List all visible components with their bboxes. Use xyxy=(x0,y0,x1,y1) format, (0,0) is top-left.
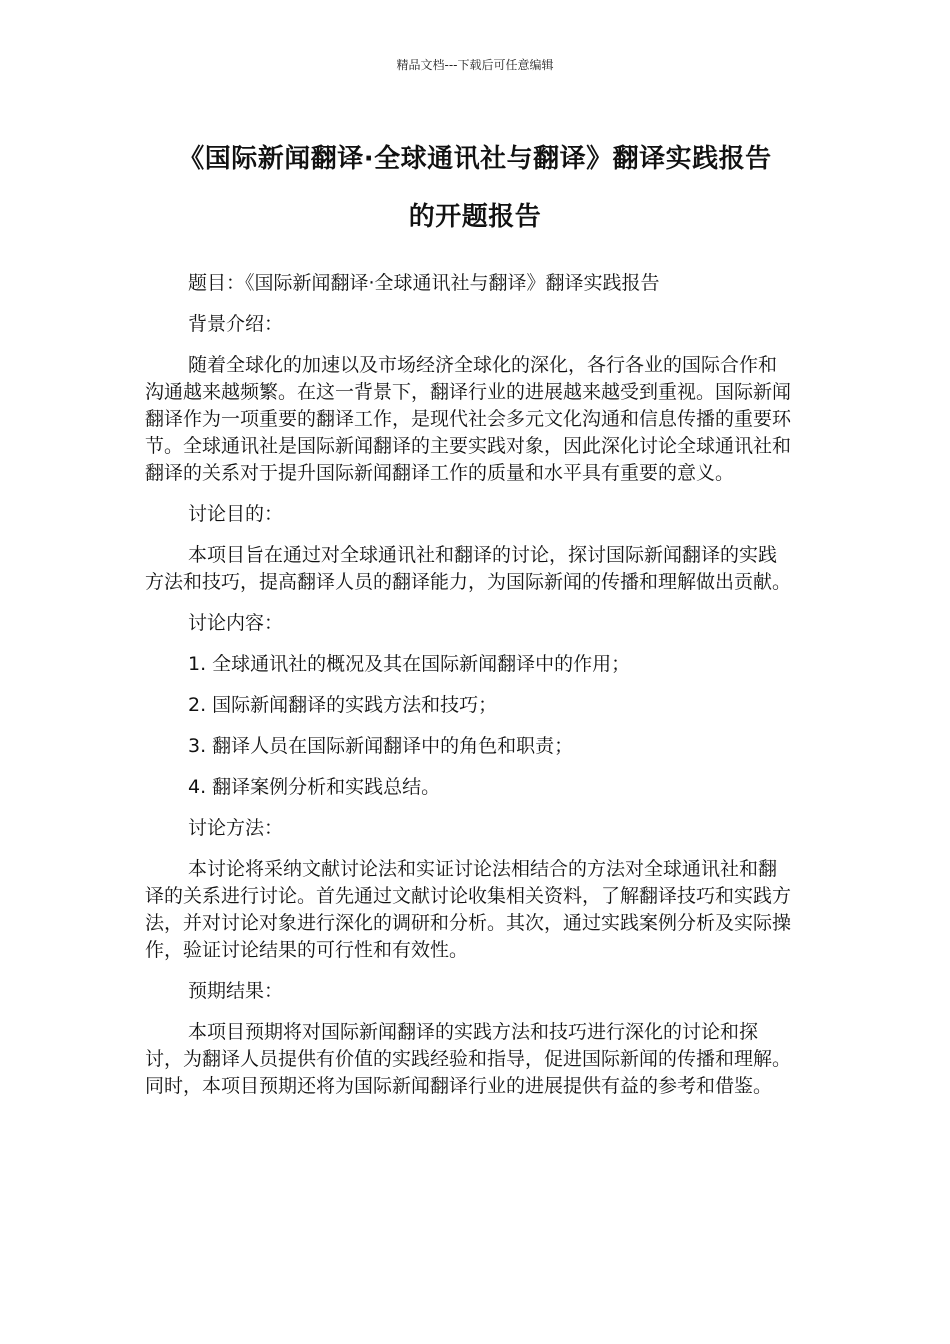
content-list-item: 2. 国际新闻翻译的实践方法和技巧； xyxy=(188,694,498,716)
topic-line: 题目：《国际新闻翻译·全球通讯社与翻译》翻译实践报告 xyxy=(188,272,660,294)
purpose-paragraph: 本项目旨在通过对全球通讯社和翻译的讨论，探讨国际新闻翻译的实践方法和技巧，提高翻译人员的翻译能力，为国际新闻的传播和理解做出贡献。 xyxy=(145,544,792,593)
expected-paragraph: 本项目预期将对国际新闻翻译的实践方法和技巧进行深化的讨论和探讨，为翻译人员提供有价值的实践经验和指导，促进国际新闻的传播和理解。同时，本项目预期还将为国际新闻翻译行业的进展提供有益的参考和借鉴。 xyxy=(145,1021,792,1097)
document-title-line-2: 的开题报告 xyxy=(408,202,542,232)
content-heading: 讨论内容： xyxy=(188,612,284,634)
method-heading: 讨论方法： xyxy=(188,817,284,839)
expected-heading: 预期结果： xyxy=(188,980,284,1002)
document-title xyxy=(145,130,805,246)
background-heading: 背景介绍： xyxy=(188,313,284,335)
document-body xyxy=(145,270,793,1114)
content-list-item: 3. 翻译人员在国际新闻翻译中的角色和职责； xyxy=(188,735,574,757)
document-title-line-1: 《国际新闻翻译·全球通讯社与翻译》翻译实践报告 xyxy=(178,144,772,174)
content-list-item: 1. 全球通讯社的概况及其在国际新闻翻译中的作用； xyxy=(188,653,631,675)
method-paragraph: 本讨论将采纳文献讨论法和实证讨论法相结合的方法对全球通讯社和翻译的关系进行讨论。首先通过文献讨论收集相关资料，了解翻译技巧和实践方法，并对讨论对象进行深化的调研和分析。其次，通过实践案例分析及实际操作，验证讨论结果的可行性和有效性。 xyxy=(145,858,792,961)
page-header: 精品文档---下载后可任意编辑 xyxy=(396,58,554,72)
purpose-heading: 讨论目的： xyxy=(188,503,284,525)
background-paragraph: 随着全球化的加速以及市场经济全球化的深化，各行各业的国际合作和沟通越来越频繁。在这一背景下，翻译行业的进展越来越受到重视。国际新闻翻译作为一项重要的翻译工作，是现代社会多元文化沟通和信息传播的重要环节。全球通讯社是国际新闻翻译的主要实践对象，因此深化讨论全球通讯社和翻译的关系对于提升国际新闻翻译工作的质量和水平具有重要的意义。 xyxy=(145,354,792,484)
content-list-item: 4. 翻译案例分析和实践总结。 xyxy=(188,776,441,798)
